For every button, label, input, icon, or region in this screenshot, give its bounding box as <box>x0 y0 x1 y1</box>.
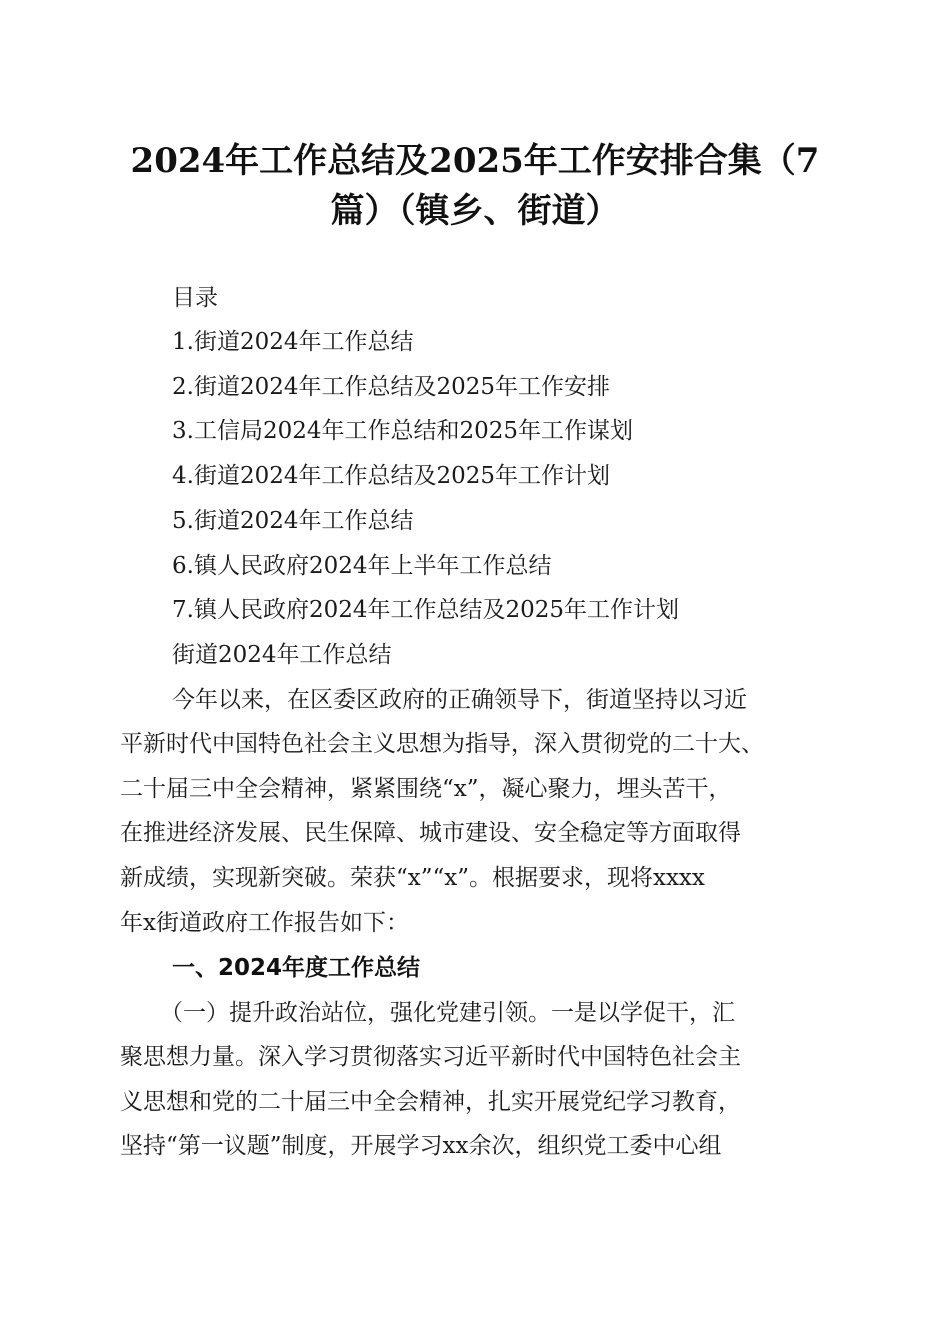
intro-line-3: 二十届三中全会精神，紧紧围绕“x”，凝心聚力，埋头苦干， <box>120 776 732 802</box>
title-line-1: 2024年工作总结及2025年工作安排合集（7 <box>130 141 820 181</box>
toc-item-7: 7.镇人民政府2024年工作总结及2025年工作计划 <box>172 597 680 623</box>
intro-line-4: 在推进经济发展、民生保障、城市建设、安全稳定等方面取得 <box>120 820 741 846</box>
toc-item-3: 3.工信局2024年工作总结和2025年工作谋划 <box>172 418 634 444</box>
intro-line-6: 年x街道政府工作报告如下： <box>120 910 409 936</box>
toc-item-1: 1.街道2024年工作总结 <box>172 329 414 355</box>
toc-item-4: 4.街道2024年工作总结及2025年工作计划 <box>172 463 611 489</box>
intro-line-5: 新成绩，实现新突破。荣获“x”“x”。根据要求，现将xxxx <box>120 865 705 891</box>
sub-line-1: （一）提升政治站位，强化党建引领。一是以学促干，汇 <box>160 1000 735 1026</box>
sub-line-3: 义思想和党的二十届三中全会精神，扎实开展党纪学习教育， <box>120 1089 741 1115</box>
intro-line-1: 今年以来，在区委区政府的正确领导下，街道坚持以习近 <box>172 687 747 713</box>
sub-line-4: 坚持“第一议题”制度，开展学习xx余次，组织党工委中心组 <box>120 1133 722 1159</box>
section-title: 街道2024年工作总结 <box>172 642 392 668</box>
intro-line-2: 平新时代中国特色社会主义思想为指导，深入贯彻党的二十大、 <box>120 731 764 757</box>
toc-item-2: 2.街道2024年工作总结及2025年工作安排 <box>172 374 611 400</box>
sub-line-2: 聚思想力量。深入学习贯彻落实习近平新时代中国特色社会主 <box>120 1044 741 1070</box>
heading-work-summary: 一、2024年度工作总结 <box>172 955 421 981</box>
document-title <box>110 136 840 236</box>
title-line-2: 篇）（镇乡、街道） <box>330 191 620 231</box>
toc-heading: 目录 <box>172 285 218 311</box>
toc-item-6: 6.镇人民政府2024年上半年工作总结 <box>172 553 552 579</box>
toc-item-5: 5.街道2024年工作总结 <box>172 508 414 534</box>
